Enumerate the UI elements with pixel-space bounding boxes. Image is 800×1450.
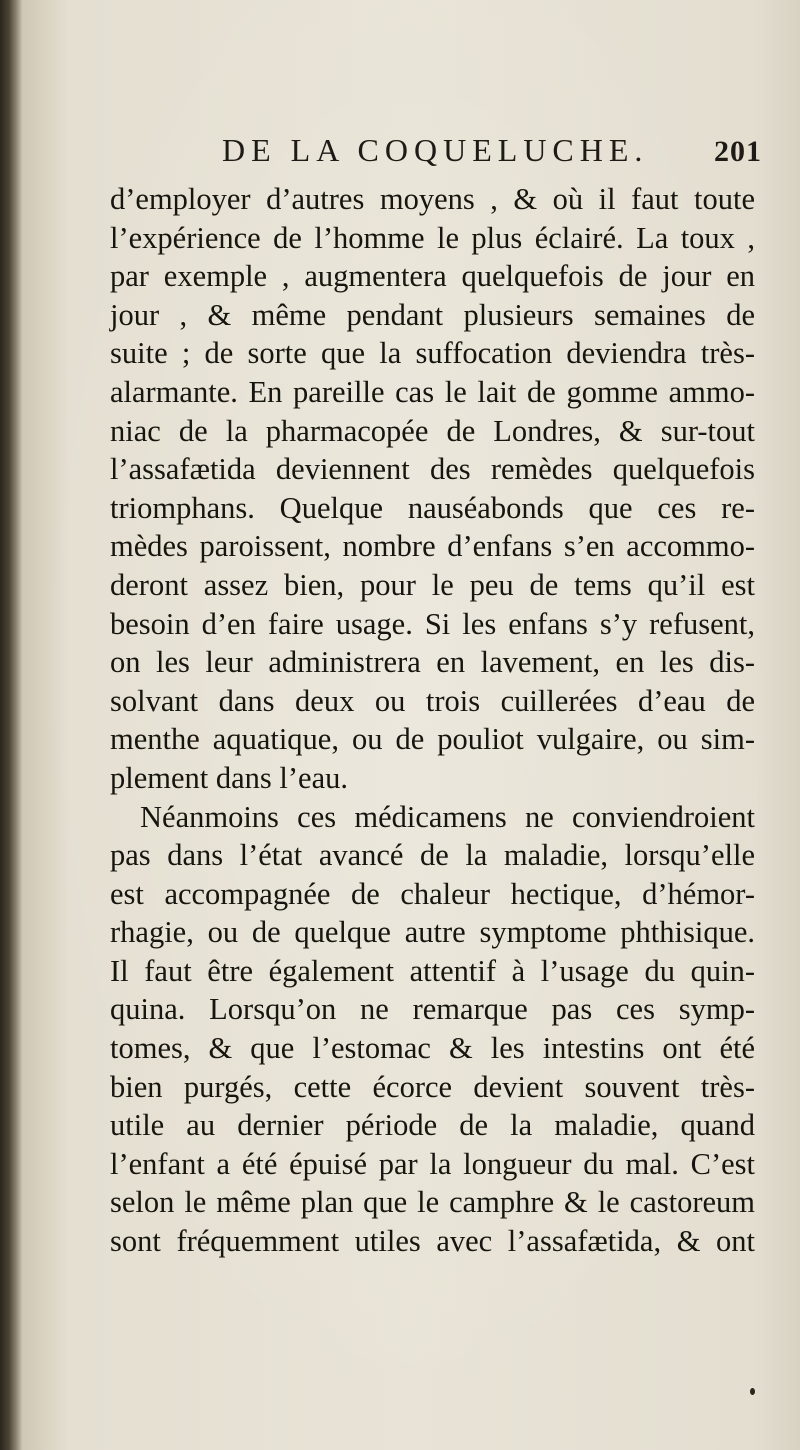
text-line: par exemple , augmentera quelquefois de jour en: [110, 259, 755, 294]
text-line: bien purgés, cette écorce devient souvent très-: [110, 1069, 755, 1104]
ink-speck: [750, 1388, 755, 1395]
text-line: suite ; de sorte que la suffocation deviendra très-: [110, 336, 755, 371]
paragraph-2: [110, 798, 755, 1261]
text-line: on les leur administrera en lavement, en les dis-: [110, 645, 755, 680]
text-line: menthe aquatique, ou de pouliot vulgaire, ou sim-: [110, 722, 755, 757]
text-line: deront assez bien, pour le peu de tems qu’il est: [110, 567, 755, 602]
text-line: utile au dernier période de la maladie, quand: [110, 1108, 755, 1143]
paragraph-1: [110, 180, 755, 798]
text-line: pas dans l’état avancé de la maladie, lorsqu’elle: [110, 838, 755, 873]
text-line: Néanmoins ces médicamens ne conviendroient: [140, 799, 755, 834]
text-line: triomphans. Quelque nauséabonds que ces re-: [110, 490, 755, 525]
book-page: [22, 0, 800, 1450]
text-line: solvant dans deux ou trois cuillerées d’eau de: [110, 683, 755, 718]
text-line: sont fréquemment utiles avec l’assafætida, & ont: [110, 1224, 755, 1259]
text-line: quina. Lorsqu’on ne remarque pas ces symp-: [110, 992, 755, 1027]
text-line: alarmante. En pareille cas le lait de gomme ammo-: [110, 374, 755, 409]
text-line: jour , & même pendant plusieurs semaines de: [110, 297, 755, 332]
text-line: tomes, & que l’estomac & les intestins ont été: [110, 1031, 755, 1066]
text-line: l’assafætida deviennent des remèdes quelquefois: [110, 452, 755, 487]
page-header: [222, 132, 762, 176]
book-spine: [0, 0, 22, 1450]
running-head: DE LA COQUELUCHE.: [222, 132, 649, 168]
text-line: d’employer d’autres moyens , & où il faut toute: [110, 182, 755, 216]
text-line: selon le même plan que le camphre & le castoreum: [110, 1185, 755, 1220]
text-line: mèdes paroissent, nombre d’enfans s’en accommo-: [110, 529, 755, 564]
text-line: rhagie, ou de quelque autre symptome phthisique.: [110, 915, 755, 950]
text-line: l’expérience de l’homme le plus éclairé. La toux ,: [110, 220, 755, 255]
text-line: est accompagnée de chaleur hectique, d’hémor-: [110, 876, 755, 911]
text-line: Il faut être également attentif à l’usage du quin-: [110, 953, 755, 988]
text-line: l’enfant a été épuisé par la longueur du mal. C’est: [110, 1146, 755, 1181]
text-line: niac de la pharmacopée de Londres, & sur-tout: [110, 413, 755, 448]
text-line: besoin d’en faire usage. Si les enfans s’y refusent,: [110, 606, 755, 641]
page-number: 201: [714, 135, 762, 168]
body-text: [110, 180, 755, 1261]
text-line: plement dans l’eau.: [110, 760, 348, 795]
